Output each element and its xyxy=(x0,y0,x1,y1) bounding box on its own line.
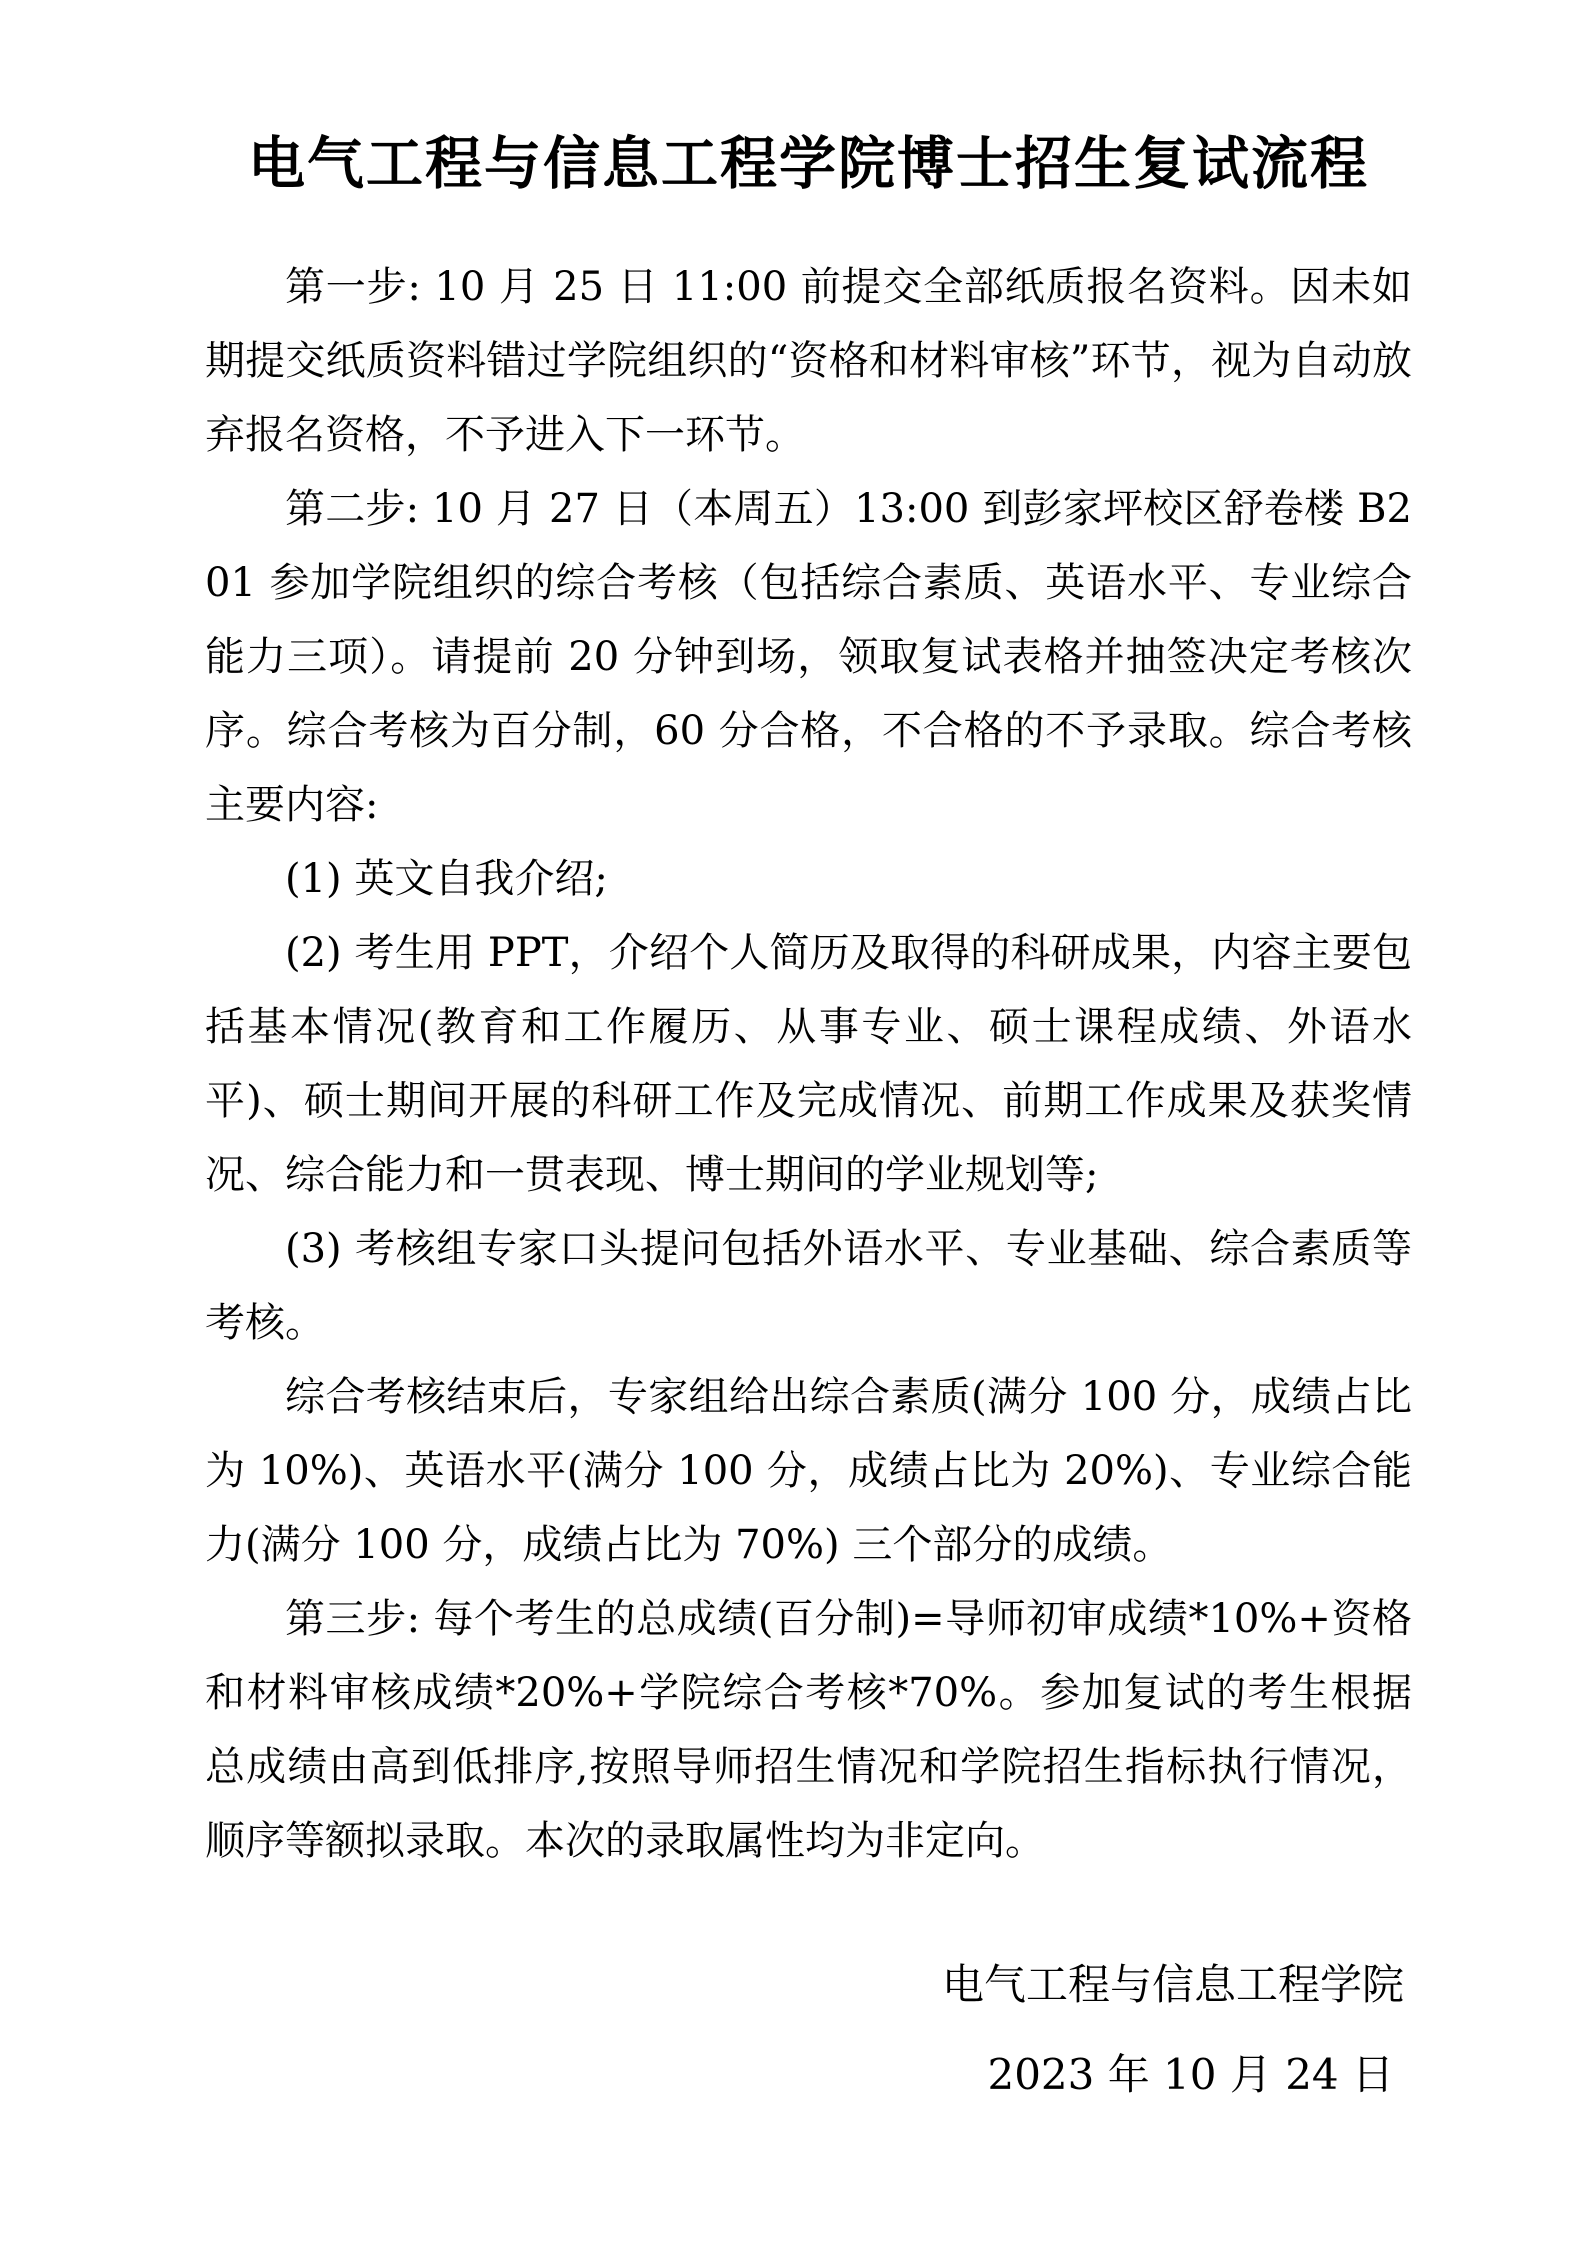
signature-date: 2023 年 10 月 24 日 xyxy=(987,2050,1394,2099)
document-body xyxy=(205,250,1412,1878)
document-title: 电气工程与信息工程学院博士招生复试流程 xyxy=(248,130,1369,197)
signature-block xyxy=(205,1940,1412,2120)
paragraph-step-2: 第二步: 10 月 27 日（本周五）13:00 到彭家坪校区舒卷楼 B201 参加学院组织的综合考核（包括综合素质、英语水平、专业综合能力三项）。请提前 20 分钟到场，领取复试表格并抽签决定考核次序。综合考核为百分制，60 分合格，不合格的不予录取。综合考核主要内容: xyxy=(205,486,1412,828)
paragraph-item-1: (1) 英文自我介绍; xyxy=(285,856,608,902)
paragraph-step-3: 第三步: 每个考生的总成绩(百分制)=导师初审成绩*10%+资格和材料审核成绩*20%+学院综合考核*70%。参加复试的考生根据总成绩由高到低排序,按照导师招生情况和学院招生指标执行情况，顺序等额拟录取。本次的录取属性均为非定向。 xyxy=(205,1596,1412,1864)
signature-organization: 电气工程与信息工程学院 xyxy=(941,1960,1404,2009)
paragraph-item-3: (3) 考核组专家口头提问包括外语水平、专业基础、综合素质等考核。 xyxy=(205,1226,1412,1346)
paragraph-item-2: (2) 考生用 PPT，介绍个人简历及取得的科研成果，内容主要包括基本情况(教育和工作履历、从事专业、硕士课程成绩、外语水平)、硕士期间开展的科研工作及完成情况、前期工作成果及获奖情况、综合能力和一贯表现、博士期间的学业规划等; xyxy=(205,930,1412,1198)
paragraph-scoring: 综合考核结束后，专家组给出综合素质(满分 100 分，成绩占比为 10%)、英语水平(满分 100 分，成绩占比为 20%)、专业综合能力(满分 100 分，成绩占比为 70%) 三个部分的成绩。 xyxy=(205,1374,1412,1568)
paragraph-step-1: 第一步: 10 月 25 日 11:00 前提交全部纸质报名资料。因未如期提交纸质资料错过学院组织的“资格和材料审核”环节，视为自动放弃报名资格，不予进入下一环节。 xyxy=(205,264,1412,458)
